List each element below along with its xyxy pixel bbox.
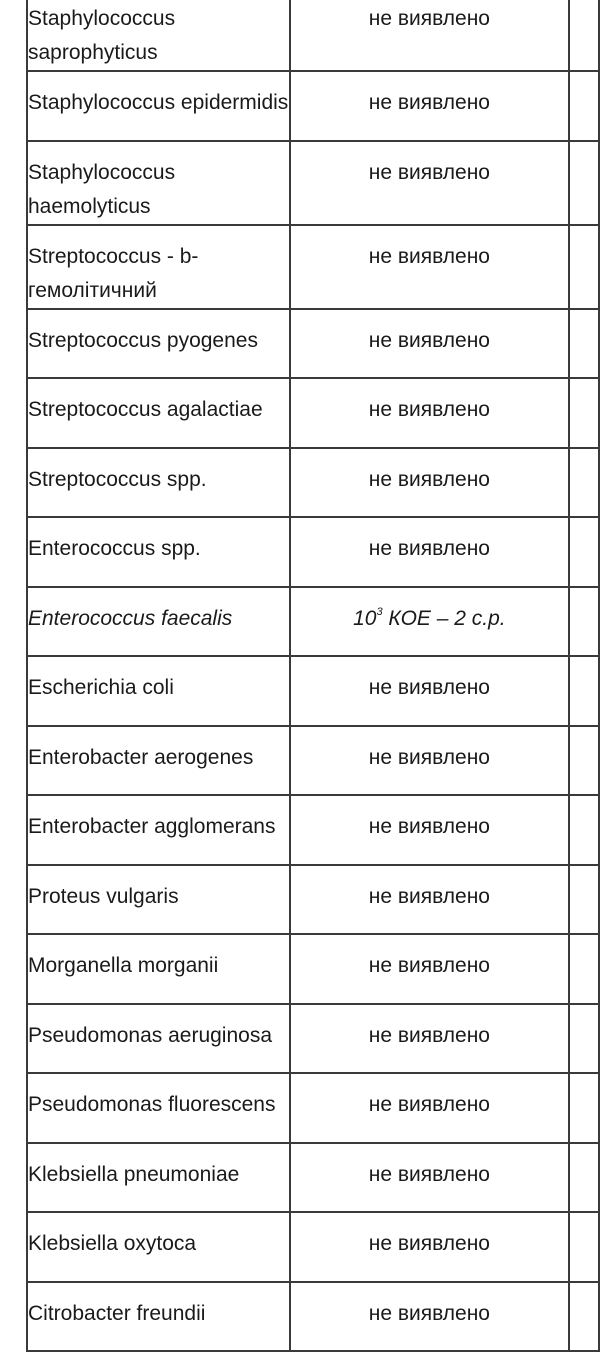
table-row — [27, 517, 599, 587]
table-row — [27, 0, 599, 71]
result-cell — [290, 378, 569, 448]
extra-cell — [569, 795, 599, 865]
result-value: не виявлено — [368, 537, 490, 560]
result-value: не виявлено — [368, 954, 490, 977]
organism-cell — [27, 865, 290, 935]
organism-cell — [27, 1073, 290, 1143]
organism-cell — [27, 656, 290, 726]
result-value: не виявлено — [368, 1023, 490, 1047]
organism-name: Pseudomonas aeruginosa — [28, 1023, 273, 1047]
table-row — [27, 726, 599, 796]
extra-cell — [569, 378, 599, 448]
result-cell — [290, 141, 569, 225]
extra-cell — [569, 726, 599, 796]
table-row — [27, 1004, 599, 1074]
organism-cell — [27, 378, 290, 448]
result-base: 10 — [353, 606, 377, 630]
table-row — [27, 656, 599, 726]
organism-cell — [27, 71, 290, 141]
result-value: не виявлено — [368, 91, 490, 114]
result-cell — [290, 1004, 569, 1074]
extra-cell — [569, 309, 599, 379]
result-value: не виявлено — [368, 467, 490, 491]
organism-name: Enterococcus spp. — [28, 537, 201, 560]
organism-name: Klebsiella pneumoniae — [28, 1162, 240, 1186]
organism-cell — [27, 517, 290, 587]
result-cell — [290, 795, 569, 865]
result-cell — [290, 0, 569, 71]
extra-cell — [569, 587, 599, 657]
organism-name: Proteus vulgaris — [28, 884, 179, 908]
result-cell — [290, 587, 569, 657]
result-value: не виявлено — [368, 328, 490, 352]
result-value: не виявлено — [368, 815, 490, 838]
result-cell — [290, 309, 569, 379]
extra-cell — [569, 1282, 599, 1352]
result-value: не виявлено — [368, 1162, 490, 1186]
extra-cell — [569, 656, 599, 726]
organism-cell — [27, 141, 290, 225]
result-cell — [290, 656, 569, 726]
extra-cell — [569, 0, 599, 71]
organism-cell — [27, 587, 290, 657]
result-exponent: 3 — [376, 605, 383, 618]
organism-cell — [27, 225, 290, 309]
table-row — [27, 448, 599, 518]
table-row — [27, 795, 599, 865]
table-row — [27, 71, 599, 141]
table-row — [27, 141, 599, 225]
extra-cell — [569, 517, 599, 587]
table-row — [27, 225, 599, 309]
result-unit: КОЕ – 2 с.р. — [382, 606, 506, 630]
organism-cell — [27, 1212, 290, 1282]
organism-name: Enterobacter agglomerans — [28, 815, 276, 838]
table-row — [27, 1073, 599, 1143]
organism-name: Streptococcus pyogenes — [28, 328, 258, 352]
organism-cell — [27, 726, 290, 796]
result-value: не виявлено — [368, 1301, 490, 1325]
organism-cell — [27, 1004, 290, 1074]
result-value: не виявлено — [368, 1093, 490, 1116]
result-cell — [290, 934, 569, 1004]
extra-cell — [569, 141, 599, 225]
result-cell — [290, 1212, 569, 1282]
organism-name: Enterobacter aerogenes — [28, 745, 254, 769]
result-cell — [290, 517, 569, 587]
result-cell — [290, 865, 569, 935]
result-value: не виявлено — [368, 7, 490, 30]
extra-cell — [569, 865, 599, 935]
result-value: не виявлено — [368, 676, 490, 699]
result-cell — [290, 71, 569, 141]
organism-name: Streptococcus - b-гемолітичний — [28, 244, 199, 302]
result-value: не виявлено — [368, 884, 490, 908]
table-row — [27, 865, 599, 935]
result-value: не виявлено — [368, 1232, 490, 1255]
extra-cell — [569, 448, 599, 518]
result-cell — [290, 225, 569, 309]
organism-cell — [27, 448, 290, 518]
organism-cell — [27, 934, 290, 1004]
organism-name: Enterococcus faecalis — [28, 606, 233, 630]
organism-cell — [27, 309, 290, 379]
extra-cell — [569, 1004, 599, 1074]
organism-name: Streptococcus agalactiae — [28, 398, 263, 421]
result-cell — [290, 448, 569, 518]
result-value — [291, 602, 568, 636]
organism-name: Staphylococcus haemolyticus — [28, 160, 176, 218]
extra-cell — [569, 71, 599, 141]
extra-cell — [569, 934, 599, 1004]
table-row — [27, 378, 599, 448]
extra-cell — [569, 1143, 599, 1213]
result-cell — [290, 726, 569, 796]
result-cell — [290, 1073, 569, 1143]
table-row — [27, 934, 599, 1004]
organism-name: Staphylococcus epidermidis — [28, 91, 289, 114]
table-row — [27, 1212, 599, 1282]
organism-name: Citrobacter freundii — [28, 1301, 206, 1325]
organism-cell — [27, 0, 290, 71]
organism-cell — [27, 795, 290, 865]
result-value: не виявлено — [368, 160, 490, 184]
culture-results-table — [26, 0, 600, 1352]
organism-cell — [27, 1143, 290, 1213]
organism-name: Escherichia coli — [28, 676, 174, 699]
organism-name: Streptococcus spp. — [28, 467, 207, 491]
result-value: не виявлено — [368, 745, 490, 769]
table-row — [27, 1143, 599, 1213]
extra-cell — [569, 225, 599, 309]
organism-name: Morganella morganii — [28, 954, 219, 977]
organism-name: Staphylococcus saprophyticus — [28, 7, 176, 64]
organism-cell — [27, 1282, 290, 1352]
organism-name: Pseudomonas fluorescens — [28, 1093, 276, 1116]
organism-name: Klebsiella oxytoca — [28, 1232, 197, 1255]
result-value: не виявлено — [368, 244, 490, 268]
extra-cell — [569, 1212, 599, 1282]
result-cell — [290, 1282, 569, 1352]
result-value: не виявлено — [368, 398, 490, 421]
table-row — [27, 309, 599, 379]
result-cell — [290, 1143, 569, 1213]
table-row — [27, 1282, 599, 1352]
table-row-detected — [27, 587, 599, 657]
extra-cell — [569, 1073, 599, 1143]
